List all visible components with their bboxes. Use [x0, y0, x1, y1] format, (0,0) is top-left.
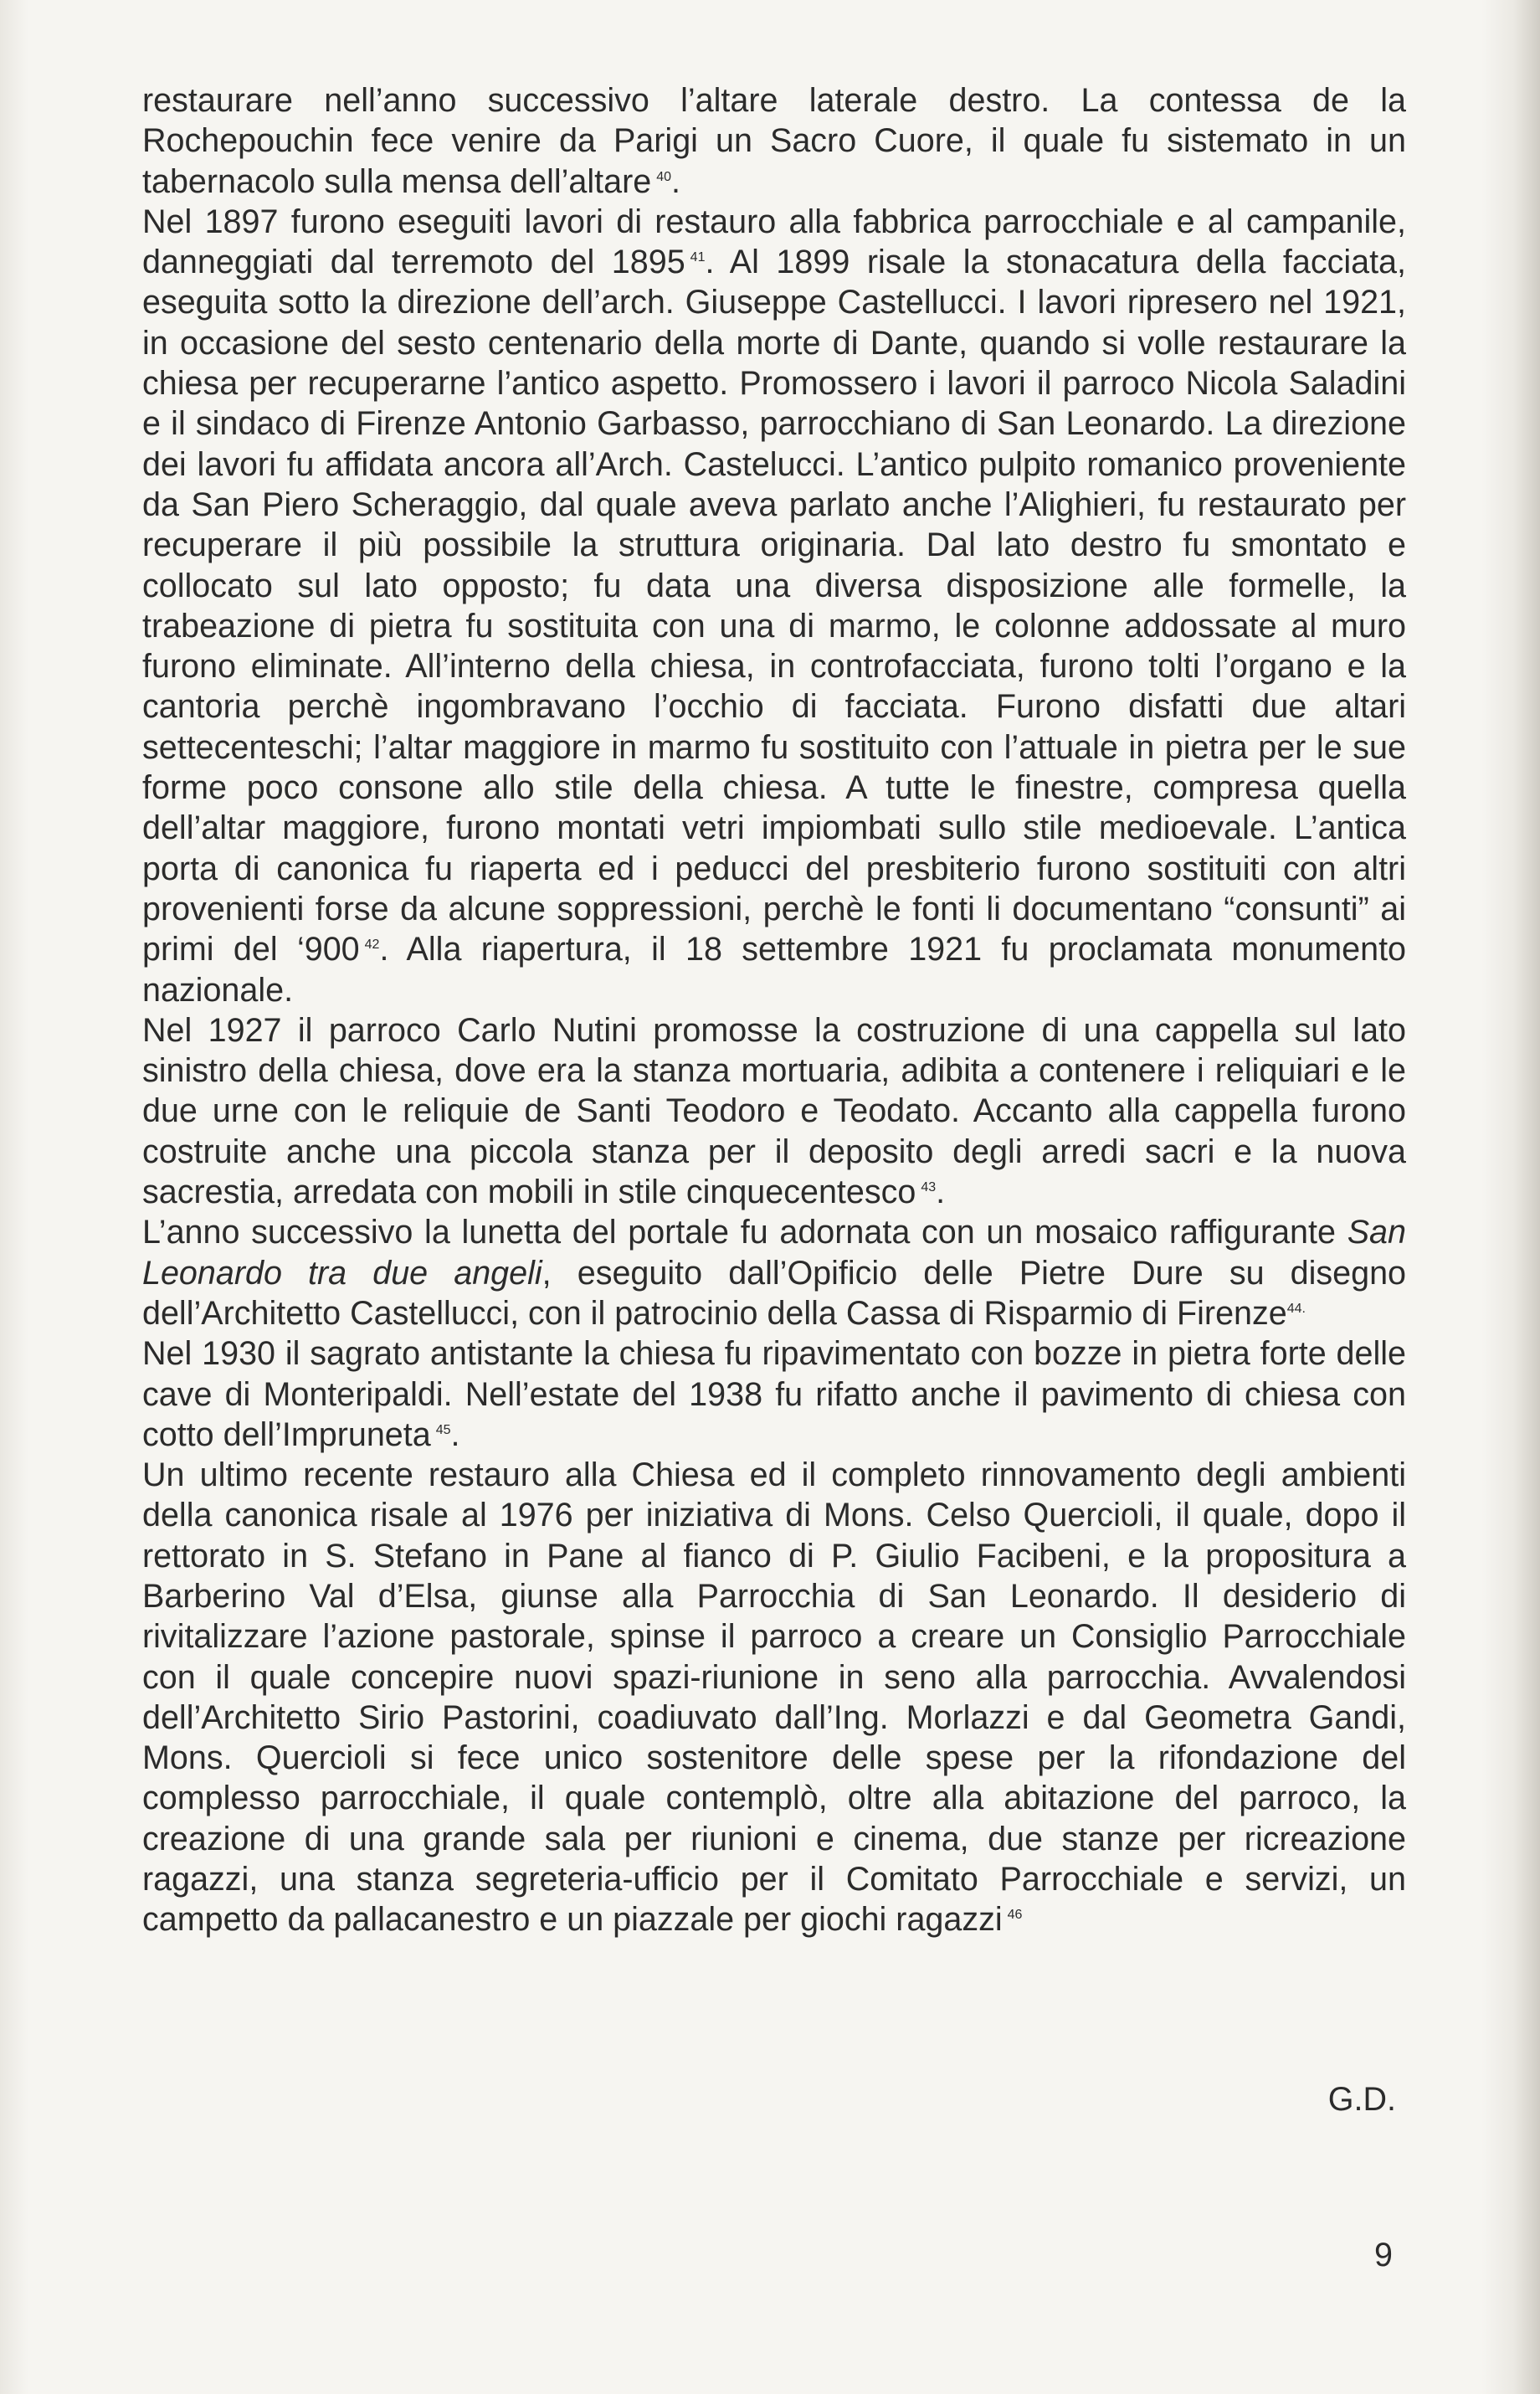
footnote-ref-44: 44.	[1286, 1301, 1306, 1316]
paragraph-text: , eseguito dall’Opificio delle Pietre Dure su disegno dell’Architetto Castellucci, con il patrocinio della Cassa di Risparmio di Firenze	[142, 1254, 1407, 1332]
paragraph-text: L’anno successivo la lunetta del portale fu adornata con un mosaico raffigurante	[142, 1214, 1336, 1251]
footnote-ref-40: 40	[656, 169, 672, 184]
page-shadow-left	[0, 0, 28, 2394]
paragraph-text: restaurare nell’anno successivo l’altare laterale destro. La contessa de la Rochepouchin fece venire da Parigi un Sacro Cuore, il quale fu sistemato in un tabernacolo sulla mensa dell’altare	[142, 82, 1406, 200]
paragraph-text: Nel 1927 il parroco Carlo Nutini promosse la costruzione di una cappella sul lato sinistro della chiesa, dove era la stanza mortuaria, adibita a contenere i reliquiari e le due urne con le reliquie de Santi Teodoro e Teodato. Accanto alla cappella furono costruite anche una piccola stanza per il deposito degli arredi sacri e la nuova sacrestia, arredata con mobili in stile cinquecentesco	[142, 1011, 1406, 1211]
paragraph-text: Nel 1897 furono eseguiti lavori di restauro alla fabbrica parrocchiale e al campanile, danneggiati dal terremoto del 1895	[142, 203, 1406, 281]
author-signature: G.D.	[1327, 2081, 1396, 2118]
paragraph-4	[142, 1212, 1406, 1333]
paragraph-text: .	[936, 1174, 946, 1211]
paragraph-2	[142, 202, 1406, 1010]
footnote-ref-45: 45	[435, 1422, 451, 1437]
footnote-ref-42: 42	[364, 938, 380, 953]
page-edge-right	[1481, 0, 1540, 2394]
artwork-title: San Leonardo tra due angeli	[142, 1214, 1406, 1292]
paragraph-text: . Alla riapertura, il 18 settembre 1921 fu proclamata monumento nazionale.	[142, 931, 1407, 1009]
paragraph-text: Un ultimo recente restauro alla Chiesa ed il completo rinnovamento degli ambienti della canonica risale al 1976 per iniziativa di Mons. Celso Quercioli, il quale, dopo il rettorato in S. Stefano in Pane al fianco di P. Giulio Facibeni, e la propositura a Barberino Val d’Elsa, giunse alla Parrocchia di San Leonardo. Il desiderio di rivitalizzare l’azione pastorale, spinse il parroco a creare un Consiglio Parrocchiale con il quale concepire nuovi spazi-riunione in seno alla parrocchia. Avvalendosi dell’Architetto Sirio Pastorini, coadiuvato dall’Ing. Morlazzi e dal Geometra Gandi, Mons. Quercioli si fece unico sostenitore delle spese per la rifondazione del complesso parrocchiale, il quale contemplò, oltre alla abitazione del parroco, la creazione di una grande sala per riunioni e cinema, due stanze per ricreazione ragazzi, una stanza segreteria-ufficio per il Comitato Parrocchiale e servizi, un campetto da pallacanestro e un piazzale per giochi ragazzi	[142, 1456, 1406, 1939]
footnote-ref-46: 46	[1007, 1908, 1023, 1923]
paragraph-1	[142, 80, 1406, 202]
paragraph-text: .	[671, 162, 681, 200]
paragraph-3	[142, 1010, 1406, 1212]
body-text	[142, 80, 1406, 1940]
footnote-ref-43: 43	[921, 1180, 937, 1195]
page-number: 9	[1374, 2237, 1393, 2273]
footnote-ref-41: 41	[690, 250, 706, 265]
paragraph-text: . Al 1899 risale la stonacatura della facciata, eseguita sotto la direzione dell’arch. Giuseppe Castellucci. I lavori ripresero nel 1921, in occasione del sesto centenario della morte di Dante, quando si volle restaurare la chiesa per recuperarne l’antico aspetto. Promossero i lavori il parroco Nicola Saladini e il sindaco di Firenze Antonio Garbasso, parrocchiano di San Leonardo. La direzione dei lavori fu affidata ancora all’Arch. Castelucci. L’antico pulpito romanico proveniente da San Piero Scheraggio, dal quale aveva parlato anche l’Alighieri, fu restaurato per recuperare il più possibile la struttura originaria. Dal lato destro fu smontato e collocato sul lato opposto; fu data una diversa disposizione alle formelle, la trabeazione di pietra fu sostituita con una di marmo, le colonne addossate al muro furono eliminate. All’interno della chiesa, in controfacciata, furono tolti l’organo e la cantoria perchè ingombravano l’occhio di facciata. Furono disfatti due altari settecenteschi; l’altar maggiore in marmo fu sostituito con l’attuale in pietra per le sue forme poco consone allo stile della chiesa. A tutte le finestre, compresa quella dell’altar maggiore, furono montati vetri impiombati sullo stile medioevale. L’antica porta di canonica fu riaperta ed i peducci del presbiterio furono sostituiti con altri provenienti forse da alcune soppressioni, perchè le fonti li documentano “consunti” ai primi del ‘900	[142, 244, 1406, 968]
paragraph-5	[142, 1333, 1406, 1455]
paragraph-6	[142, 1455, 1406, 1940]
paragraph-text: Nel 1930 il sagrato antistante la chiesa fu ripavimentato con bozze in pietra forte delle cave di Monteripaldi. Nell’estate del 1938 fu rifatto anche il pavimento di chiesa con cotto dell’Impruneta	[142, 1335, 1406, 1453]
paragraph-text: .	[450, 1415, 460, 1453]
